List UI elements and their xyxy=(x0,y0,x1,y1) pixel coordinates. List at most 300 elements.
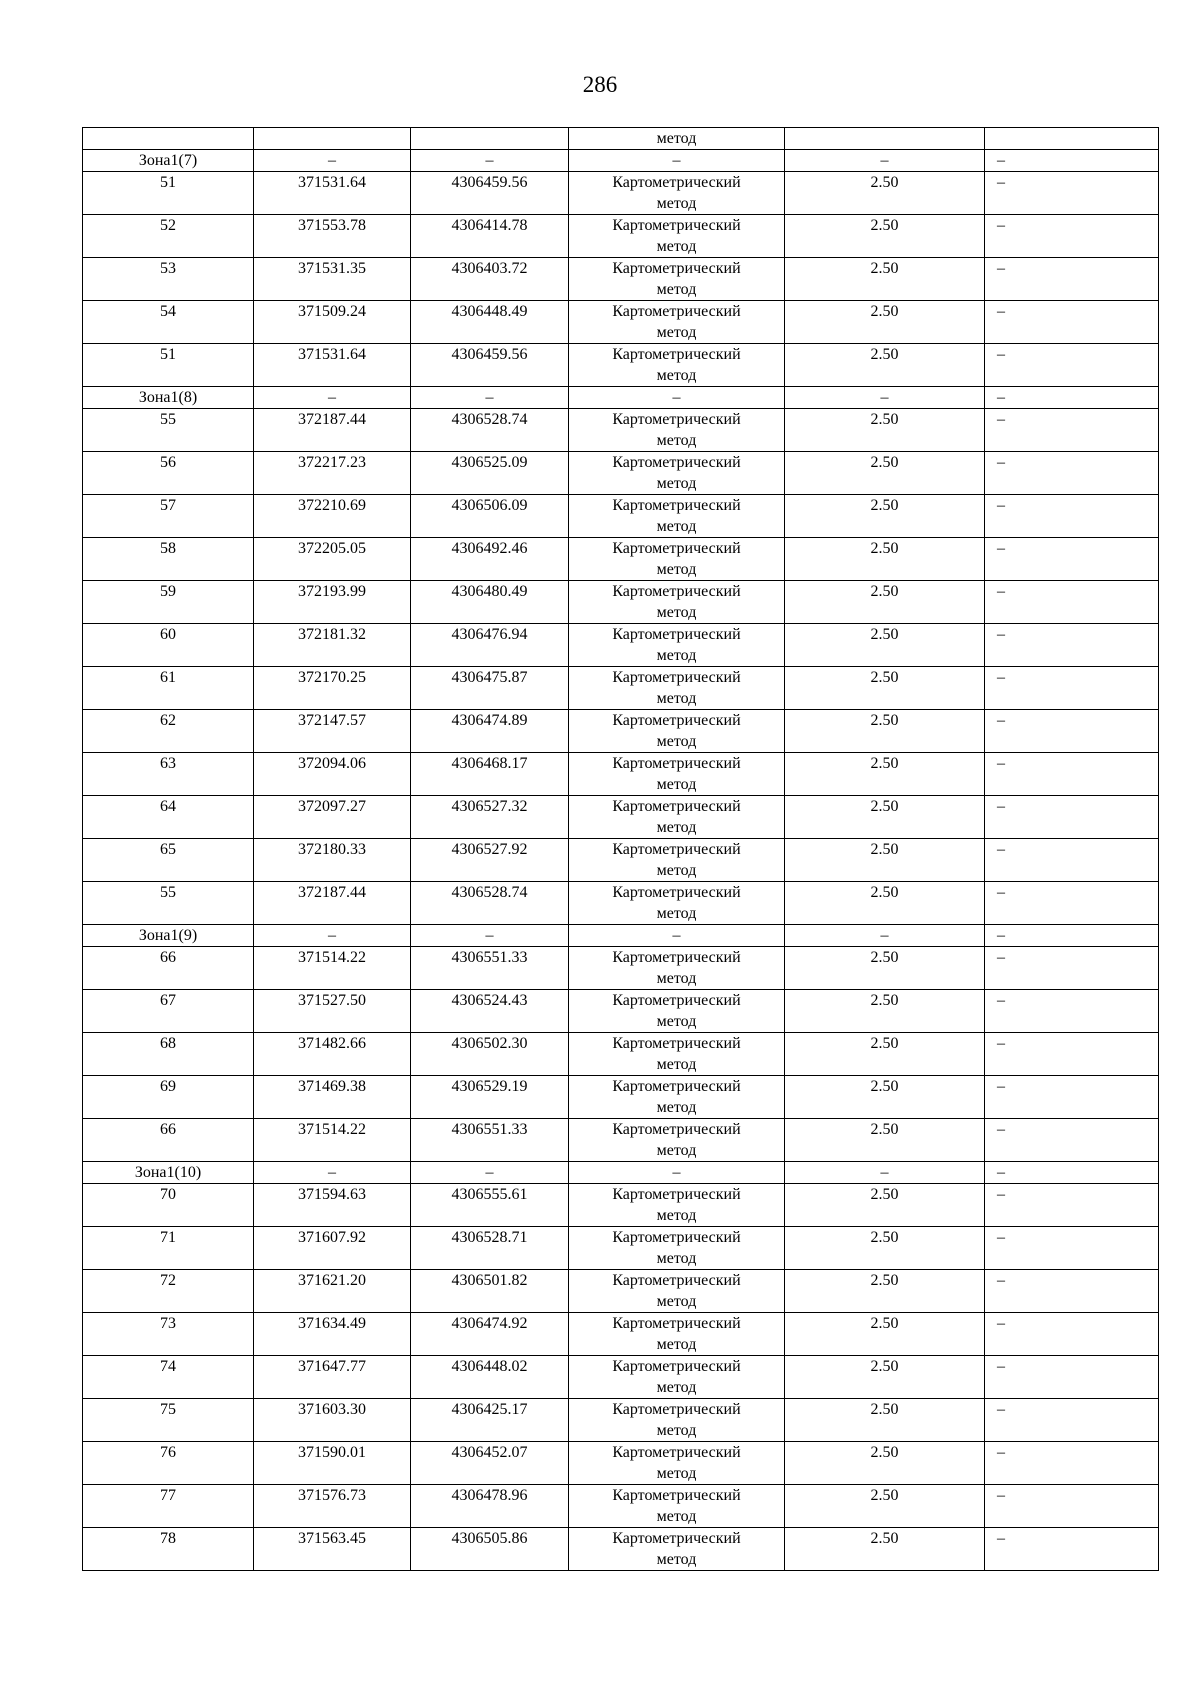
method-line-2: метод xyxy=(656,1099,697,1116)
point-number: 56 xyxy=(83,452,254,495)
method-cell xyxy=(569,1119,785,1162)
coord-y: 4306459.56 xyxy=(411,172,569,215)
coord-y: 4306502.30 xyxy=(411,1033,569,1076)
method-line-2: метод xyxy=(656,604,697,621)
method-cell xyxy=(569,947,785,990)
note-dash: – xyxy=(985,1270,1159,1313)
accuracy-value: 2.50 xyxy=(785,624,985,667)
coord-x: 372187.44 xyxy=(254,882,411,925)
coord-y: 4306505.86 xyxy=(411,1528,569,1571)
zone-dash: – xyxy=(985,1162,1159,1184)
table-row xyxy=(83,581,1159,624)
point-number: 59 xyxy=(83,581,254,624)
coord-x: 371634.49 xyxy=(254,1313,411,1356)
table-row xyxy=(83,1076,1159,1119)
method-cell xyxy=(569,495,785,538)
coord-x: 372097.27 xyxy=(254,796,411,839)
table-row xyxy=(83,538,1159,581)
method-cell xyxy=(569,172,785,215)
note-dash: – xyxy=(985,667,1159,710)
note-dash: – xyxy=(985,538,1159,581)
note-dash: – xyxy=(985,1227,1159,1270)
method-cell xyxy=(569,882,785,925)
zone-dash: – xyxy=(985,150,1159,172)
method-line-2: метод xyxy=(656,1465,697,1482)
coord-y: 4306551.33 xyxy=(411,1119,569,1162)
point-number: 54 xyxy=(83,301,254,344)
coord-y: 4306524.43 xyxy=(411,990,569,1033)
zone-dash: – xyxy=(254,925,411,947)
note-dash: – xyxy=(985,990,1159,1033)
method-cell xyxy=(569,796,785,839)
note-dash: – xyxy=(985,1184,1159,1227)
accuracy-value: 2.50 xyxy=(785,495,985,538)
accuracy-value: 2.50 xyxy=(785,215,985,258)
accuracy-value: 2.50 xyxy=(785,1356,985,1399)
accuracy-value: 2.50 xyxy=(785,172,985,215)
note-dash: – xyxy=(985,839,1159,882)
note-dash: – xyxy=(985,495,1159,538)
note-dash: – xyxy=(985,1119,1159,1162)
method-line-1: Картометрический xyxy=(612,1530,741,1547)
method-line-1: Картометрический xyxy=(612,583,741,600)
method-line-2: метод xyxy=(656,1056,697,1073)
point-number: 62 xyxy=(83,710,254,753)
method-line-1: Картометрический xyxy=(612,1401,741,1418)
accuracy-value: 2.50 xyxy=(785,538,985,581)
table-row xyxy=(83,409,1159,452)
accuracy-value: 2.50 xyxy=(785,1399,985,1442)
table-row xyxy=(83,344,1159,387)
coord-y: 4306527.32 xyxy=(411,796,569,839)
method-cell xyxy=(569,753,785,796)
accuracy-value: 2.50 xyxy=(785,581,985,624)
method-line-2: метод xyxy=(656,238,697,255)
table-row xyxy=(83,947,1159,990)
note-dash: – xyxy=(985,172,1159,215)
coord-x: 371531.64 xyxy=(254,344,411,387)
coord-y: 4306501.82 xyxy=(411,1270,569,1313)
point-number: 76 xyxy=(83,1442,254,1485)
coordinates-table-body xyxy=(83,128,1159,1571)
coord-x: 371514.22 xyxy=(254,1119,411,1162)
method-cell xyxy=(569,839,785,882)
cell-method-tail: метод xyxy=(569,128,785,150)
cell-empty xyxy=(985,128,1159,150)
coord-y: 4306480.49 xyxy=(411,581,569,624)
method-line-1: Картометрический xyxy=(612,1121,741,1138)
table-row xyxy=(83,1442,1159,1485)
coord-x: 371469.38 xyxy=(254,1076,411,1119)
accuracy-value: 2.50 xyxy=(785,1227,985,1270)
accuracy-value: 2.50 xyxy=(785,1119,985,1162)
accuracy-value: 2.50 xyxy=(785,990,985,1033)
coord-y: 4306525.09 xyxy=(411,452,569,495)
coord-y: 4306468.17 xyxy=(411,753,569,796)
note-dash: – xyxy=(985,301,1159,344)
note-dash: – xyxy=(985,258,1159,301)
coord-y: 4306506.09 xyxy=(411,495,569,538)
method-line-2: метод xyxy=(656,1142,697,1159)
point-number: 68 xyxy=(83,1033,254,1076)
method-cell xyxy=(569,990,785,1033)
point-number: 66 xyxy=(83,1119,254,1162)
method-line-2: метод xyxy=(656,647,697,664)
coord-x: 371603.30 xyxy=(254,1399,411,1442)
accuracy-value: 2.50 xyxy=(785,1485,985,1528)
coord-y: 4306528.74 xyxy=(411,409,569,452)
accuracy-value: 2.50 xyxy=(785,947,985,990)
zone-label: Зона1(7) xyxy=(83,150,254,172)
note-dash: – xyxy=(985,624,1159,667)
note-dash: – xyxy=(985,1485,1159,1528)
method-line-1: Картометрический xyxy=(612,626,741,643)
accuracy-value: 2.50 xyxy=(785,882,985,925)
method-cell xyxy=(569,1033,785,1076)
table-row xyxy=(83,1033,1159,1076)
method-cell xyxy=(569,1399,785,1442)
coord-x: 372217.23 xyxy=(254,452,411,495)
zone-dash: – xyxy=(254,150,411,172)
method-line-2: метод xyxy=(656,1336,697,1353)
method-cell xyxy=(569,452,785,495)
table-row xyxy=(83,1399,1159,1442)
coord-x: 372187.44 xyxy=(254,409,411,452)
coord-y: 4306529.19 xyxy=(411,1076,569,1119)
accuracy-value: 2.50 xyxy=(785,301,985,344)
coord-y: 4306459.56 xyxy=(411,344,569,387)
zone-dash: – xyxy=(411,925,569,947)
cell-empty xyxy=(83,128,254,150)
zone-label: Зона1(10) xyxy=(83,1162,254,1184)
coord-y: 4306414.78 xyxy=(411,215,569,258)
zone-label: Зона1(9) xyxy=(83,925,254,947)
note-dash: – xyxy=(985,796,1159,839)
zone-dash: – xyxy=(254,387,411,409)
coord-y: 4306527.92 xyxy=(411,839,569,882)
method-line-1: Картометрический xyxy=(612,411,741,428)
point-number: 74 xyxy=(83,1356,254,1399)
accuracy-value: 2.50 xyxy=(785,344,985,387)
point-number: 73 xyxy=(83,1313,254,1356)
table-row xyxy=(83,1356,1159,1399)
coord-x: 371514.22 xyxy=(254,947,411,990)
zone-row xyxy=(83,150,1159,172)
page-number: 286 xyxy=(582,72,618,97)
coord-x: 372094.06 xyxy=(254,753,411,796)
accuracy-value: 2.50 xyxy=(785,1076,985,1119)
method-cell xyxy=(569,667,785,710)
point-number: 61 xyxy=(83,667,254,710)
point-number: 66 xyxy=(83,947,254,990)
accuracy-value: 2.50 xyxy=(785,409,985,452)
method-line-1: Картометрический xyxy=(612,1035,741,1052)
method-line-2: метод xyxy=(656,776,697,793)
method-cell xyxy=(569,1485,785,1528)
accuracy-value: 2.50 xyxy=(785,1270,985,1313)
method-line-1: Картометрический xyxy=(612,1186,741,1203)
table-row xyxy=(83,301,1159,344)
zone-row xyxy=(83,925,1159,947)
method-line-1: Картометрический xyxy=(612,303,741,320)
method-cell xyxy=(569,710,785,753)
point-number: 65 xyxy=(83,839,254,882)
method-line-1: Картометрический xyxy=(612,992,741,1009)
coord-y: 4306448.49 xyxy=(411,301,569,344)
zone-dash: – xyxy=(785,387,985,409)
accuracy-value: 2.50 xyxy=(785,796,985,839)
note-dash: – xyxy=(985,710,1159,753)
coord-x: 371482.66 xyxy=(254,1033,411,1076)
note-dash: – xyxy=(985,882,1159,925)
note-dash: – xyxy=(985,1076,1159,1119)
table-row xyxy=(83,172,1159,215)
coord-x: 371576.73 xyxy=(254,1485,411,1528)
method-line-1: Картометрический xyxy=(612,454,741,471)
coord-y: 4306492.46 xyxy=(411,538,569,581)
accuracy-value: 2.50 xyxy=(785,452,985,495)
table-row xyxy=(83,1270,1159,1313)
accuracy-value: 2.50 xyxy=(785,1313,985,1356)
method-line-2: метод xyxy=(656,1207,697,1224)
point-number: 51 xyxy=(83,172,254,215)
point-number: 57 xyxy=(83,495,254,538)
coord-y: 4306403.72 xyxy=(411,258,569,301)
method-line-2: метод xyxy=(656,561,697,578)
method-line-1: Картометрический xyxy=(612,1078,741,1095)
method-cell xyxy=(569,1184,785,1227)
table-row xyxy=(83,1528,1159,1571)
method-cell xyxy=(569,301,785,344)
method-line-1: Картометрический xyxy=(612,260,741,277)
coord-y: 4306478.96 xyxy=(411,1485,569,1528)
coord-y: 4306528.71 xyxy=(411,1227,569,1270)
coord-x: 371607.92 xyxy=(254,1227,411,1270)
method-cell xyxy=(569,1313,785,1356)
zone-dash: – xyxy=(411,387,569,409)
coord-y: 4306555.61 xyxy=(411,1184,569,1227)
coord-x: 371594.63 xyxy=(254,1184,411,1227)
zone-label: Зона1(8) xyxy=(83,387,254,409)
accuracy-value: 2.50 xyxy=(785,258,985,301)
point-number: 52 xyxy=(83,215,254,258)
note-dash: – xyxy=(985,409,1159,452)
method-line-2: метод xyxy=(656,1551,697,1568)
method-line-2: метод xyxy=(656,324,697,341)
coord-x: 372193.99 xyxy=(254,581,411,624)
table-row xyxy=(83,215,1159,258)
coord-x: 371590.01 xyxy=(254,1442,411,1485)
accuracy-value: 2.50 xyxy=(785,1184,985,1227)
method-line-1: Картометрический xyxy=(612,497,741,514)
coord-x: 372147.57 xyxy=(254,710,411,753)
coord-x: 372210.69 xyxy=(254,495,411,538)
method-line-1: Картометрический xyxy=(612,540,741,557)
method-line-2: метод xyxy=(656,367,697,384)
point-number: 72 xyxy=(83,1270,254,1313)
accuracy-value: 2.50 xyxy=(785,1528,985,1571)
method-cell xyxy=(569,1356,785,1399)
table-row xyxy=(83,796,1159,839)
coord-y: 4306474.92 xyxy=(411,1313,569,1356)
point-number: 64 xyxy=(83,796,254,839)
zone-dash: – xyxy=(569,150,785,172)
table-row xyxy=(83,1119,1159,1162)
zone-dash: – xyxy=(985,925,1159,947)
table-row xyxy=(83,839,1159,882)
zone-dash: – xyxy=(411,150,569,172)
method-line-1: Картометрический xyxy=(612,1315,741,1332)
point-number: 51 xyxy=(83,344,254,387)
method-line-1: Картометрический xyxy=(612,346,741,363)
method-line-1: Картометрический xyxy=(612,884,741,901)
note-dash: – xyxy=(985,1442,1159,1485)
point-number: 63 xyxy=(83,753,254,796)
method-line-2: метод xyxy=(656,1379,697,1396)
zone-row xyxy=(83,387,1159,409)
note-dash: – xyxy=(985,947,1159,990)
method-line-2: метод xyxy=(656,518,697,535)
method-line-2: метод xyxy=(656,281,697,298)
coord-y: 4306475.87 xyxy=(411,667,569,710)
method-cell xyxy=(569,409,785,452)
method-line-1: Картометрический xyxy=(612,669,741,686)
accuracy-value: 2.50 xyxy=(785,710,985,753)
table-row xyxy=(83,882,1159,925)
method-cell xyxy=(569,344,785,387)
coord-x: 371531.64 xyxy=(254,172,411,215)
table-row xyxy=(83,452,1159,495)
method-line-2: метод xyxy=(656,1422,697,1439)
method-line-1: Картометрический xyxy=(612,949,741,966)
point-number: 78 xyxy=(83,1528,254,1571)
method-line-1: Картометрический xyxy=(612,1487,741,1504)
coord-x: 372205.05 xyxy=(254,538,411,581)
table-row xyxy=(83,624,1159,667)
table-row xyxy=(83,495,1159,538)
method-line-2: метод xyxy=(656,733,697,750)
table-row xyxy=(83,1485,1159,1528)
method-line-2: метод xyxy=(656,195,697,212)
table-row xyxy=(83,1227,1159,1270)
method-line-2: метод xyxy=(656,905,697,922)
zone-dash: – xyxy=(569,925,785,947)
coord-y: 4306474.89 xyxy=(411,710,569,753)
method-cell xyxy=(569,538,785,581)
coord-y: 4306425.17 xyxy=(411,1399,569,1442)
table-row xyxy=(83,710,1159,753)
coord-y: 4306551.33 xyxy=(411,947,569,990)
method-line-1: Картометрический xyxy=(612,755,741,772)
zone-dash: – xyxy=(785,1162,985,1184)
point-number: 77 xyxy=(83,1485,254,1528)
point-number: 55 xyxy=(83,409,254,452)
zone-dash: – xyxy=(569,1162,785,1184)
method-line-2: метод xyxy=(656,1013,697,1030)
coordinates-table xyxy=(82,127,1159,1571)
note-dash: – xyxy=(985,452,1159,495)
point-number: 75 xyxy=(83,1399,254,1442)
method-line-2: метод xyxy=(656,862,697,879)
method-line-2: метод xyxy=(656,690,697,707)
coord-y: 4306476.94 xyxy=(411,624,569,667)
method-line-2: метод xyxy=(656,819,697,836)
coord-x: 371553.78 xyxy=(254,215,411,258)
note-dash: – xyxy=(985,215,1159,258)
method-line-2: метод xyxy=(656,1250,697,1267)
note-dash: – xyxy=(985,1528,1159,1571)
accuracy-value: 2.50 xyxy=(785,839,985,882)
coord-x: 372180.33 xyxy=(254,839,411,882)
method-line-1: Картометрический xyxy=(612,1444,741,1461)
method-line-2: метод xyxy=(656,432,697,449)
accuracy-value: 2.50 xyxy=(785,753,985,796)
accuracy-value: 2.50 xyxy=(785,1033,985,1076)
point-number: 67 xyxy=(83,990,254,1033)
point-number: 60 xyxy=(83,624,254,667)
coord-y: 4306528.74 xyxy=(411,882,569,925)
method-line-1: Картометрический xyxy=(612,174,741,191)
zone-dash: – xyxy=(411,1162,569,1184)
method-line-1: Картометрический xyxy=(612,1229,741,1246)
table-row xyxy=(83,1313,1159,1356)
coord-x: 371621.20 xyxy=(254,1270,411,1313)
zone-dash: – xyxy=(785,925,985,947)
method-cell xyxy=(569,624,785,667)
method-cell xyxy=(569,1076,785,1119)
method-line-2: метод xyxy=(656,1293,697,1310)
zone-dash: – xyxy=(785,150,985,172)
accuracy-value: 2.50 xyxy=(785,667,985,710)
cell-empty xyxy=(254,128,411,150)
coord-x: 372181.32 xyxy=(254,624,411,667)
point-number: 55 xyxy=(83,882,254,925)
zone-dash: – xyxy=(985,387,1159,409)
note-dash: – xyxy=(985,344,1159,387)
accuracy-value: 2.50 xyxy=(785,1442,985,1485)
point-number: 53 xyxy=(83,258,254,301)
method-line-1: Картометрический xyxy=(612,841,741,858)
method-cell xyxy=(569,1442,785,1485)
method-cell xyxy=(569,215,785,258)
zone-dash: – xyxy=(254,1162,411,1184)
continuation-row xyxy=(83,128,1159,150)
note-dash: – xyxy=(985,1033,1159,1076)
point-number: 71 xyxy=(83,1227,254,1270)
coord-x: 371531.35 xyxy=(254,258,411,301)
note-dash: – xyxy=(985,753,1159,796)
table-row xyxy=(83,667,1159,710)
method-cell xyxy=(569,258,785,301)
point-number: 58 xyxy=(83,538,254,581)
coord-x: 372170.25 xyxy=(254,667,411,710)
note-dash: – xyxy=(985,1399,1159,1442)
method-line-1: Картометрический xyxy=(612,1358,741,1375)
method-line-2: метод xyxy=(656,475,697,492)
coord-x: 371563.45 xyxy=(254,1528,411,1571)
coord-y: 4306452.07 xyxy=(411,1442,569,1485)
coord-x: 371647.77 xyxy=(254,1356,411,1399)
method-line-1: Картометрический xyxy=(612,798,741,815)
method-cell xyxy=(569,1270,785,1313)
note-dash: – xyxy=(985,581,1159,624)
method-line-2: метод xyxy=(656,1508,697,1525)
note-dash: – xyxy=(985,1356,1159,1399)
coord-x: 371509.24 xyxy=(254,301,411,344)
table-row xyxy=(83,258,1159,301)
cell-empty xyxy=(411,128,569,150)
method-line-2: метод xyxy=(656,970,697,987)
